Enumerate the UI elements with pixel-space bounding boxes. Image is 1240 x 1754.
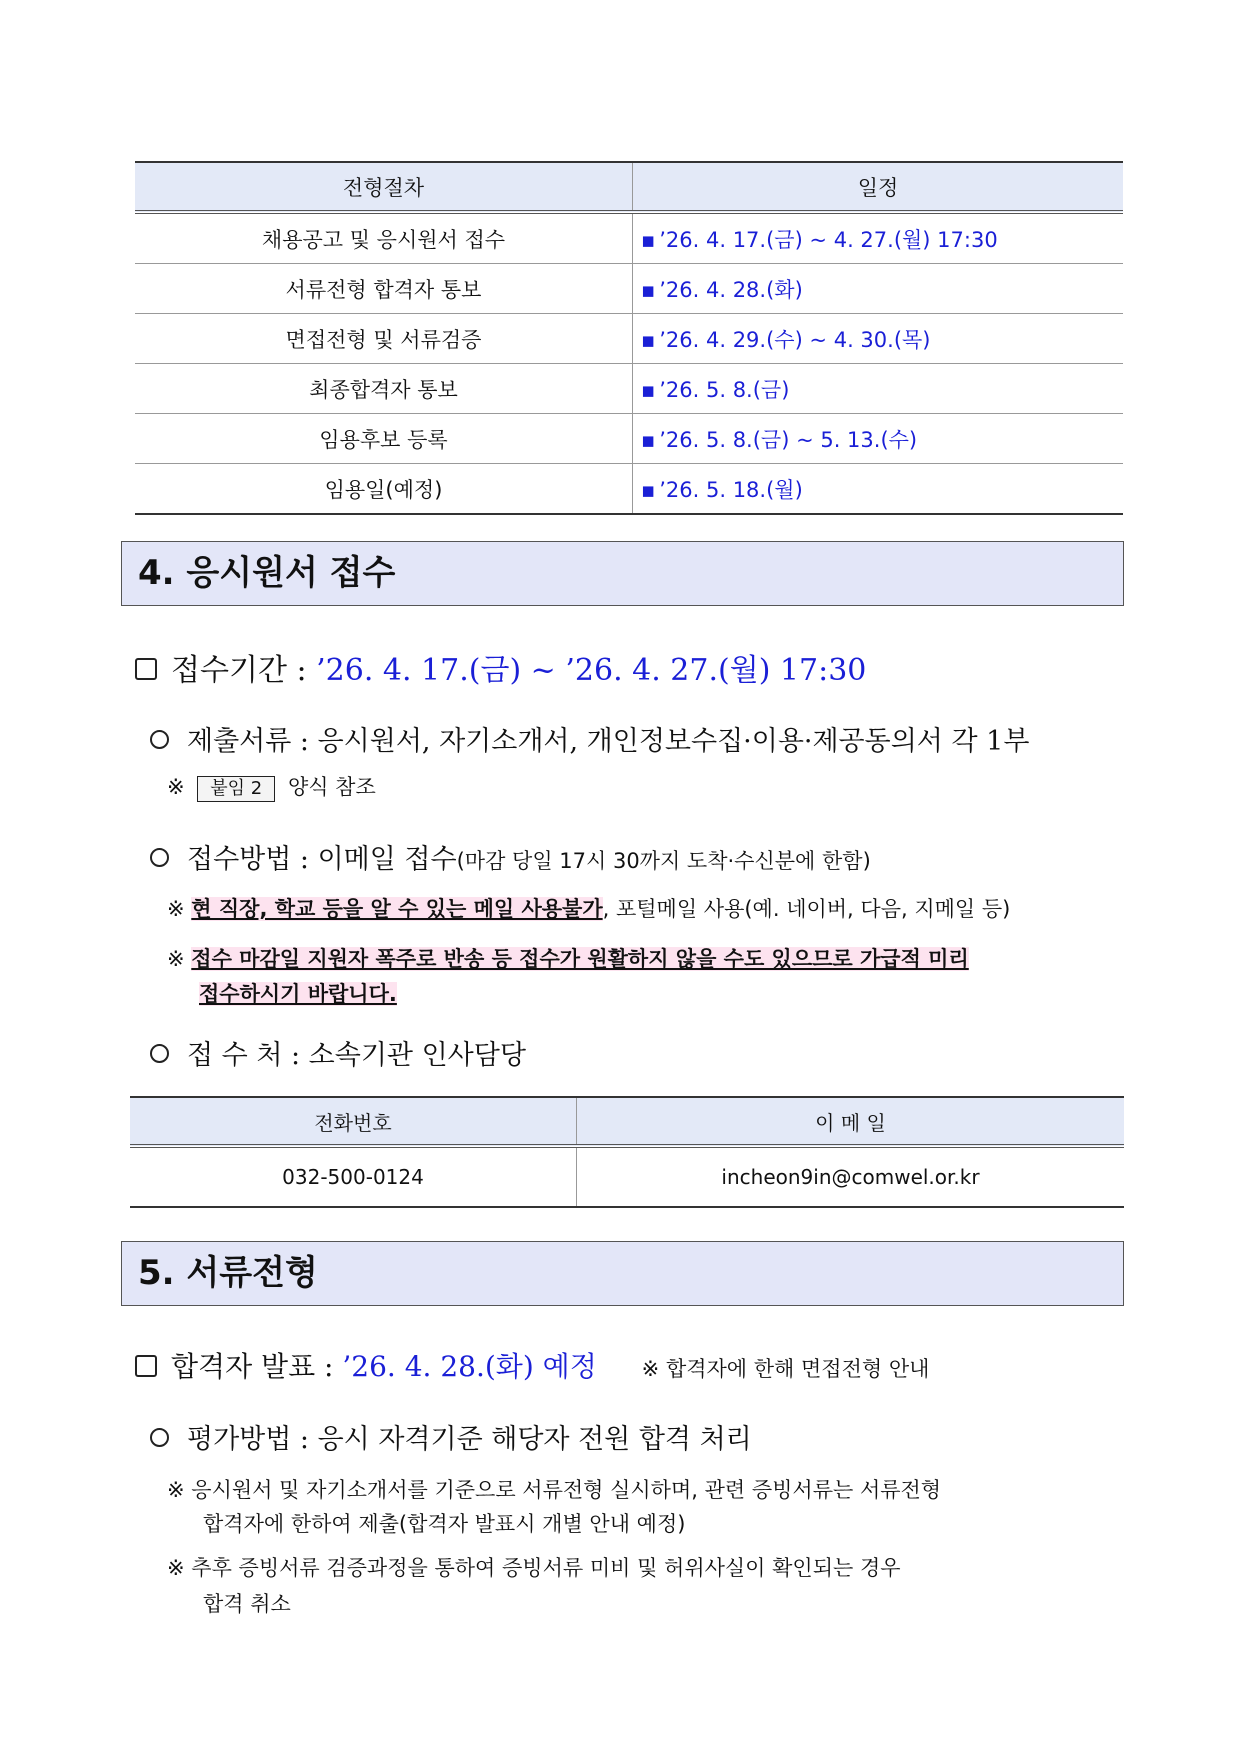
schedule-date: ’26. 4. 28.(화) — [659, 277, 803, 302]
schedule-date-cell — [633, 364, 1124, 414]
schedule-date-cell — [633, 414, 1124, 464]
reference-mark-icon: ※ — [167, 775, 185, 799]
schedule-header-step: 전형절차 — [135, 162, 633, 212]
contact-header-row — [130, 1097, 1124, 1146]
bullet-icon: ▪ — [641, 277, 656, 302]
schedule-step: 임용후보 등록 — [135, 414, 633, 464]
schedule-step: 임용일(예정) — [135, 464, 633, 515]
bullet-icon: ▪ — [641, 377, 656, 402]
contact-header-email: 이 메 일 — [577, 1097, 1125, 1146]
application-period — [135, 645, 866, 689]
eval-note-2 — [167, 1552, 901, 1582]
schedule-step: 서류전형 합격자 통보 — [135, 264, 633, 314]
table-row — [135, 414, 1123, 464]
eval-note-2-line1: 추후 증빙서류 검증과정을 통하여 증빙서류 미비 및 허위사실이 확인되는 경우 — [191, 1556, 901, 1580]
reference-mark-icon: ※ — [167, 947, 185, 971]
circle-bullet-icon — [150, 848, 169, 867]
email-note-2-cont — [199, 978, 397, 1008]
required-docs-text: 제출서류 : 응시원서, 자기소개서, 개인정보수집·이용·제공동의서 각 1부 — [187, 726, 1030, 757]
schedule-date: ’26. 4. 17.(금) ~ 4. 27.(월) 17:30 — [659, 227, 998, 252]
application-period-value: ’26. 4. 17.(금) ~ ’26. 4. 27.(월) 17:30 — [316, 653, 867, 688]
table-row — [135, 464, 1123, 515]
contact-phone: 032-500-0124 — [130, 1146, 577, 1207]
result-announcement-value: ’26. 4. 28.(화) 예정 — [342, 1350, 597, 1383]
schedule-step: 면접전형 및 서류검증 — [135, 314, 633, 364]
application-method — [150, 837, 871, 876]
table-row — [135, 212, 1123, 264]
eval-note-1-cont: 합격자에 한하여 제출(합격자 발표시 개별 안내 예정) — [203, 1512, 686, 1536]
application-method-text: 접수방법 : 이메일 접수 — [187, 844, 457, 875]
reference-mark-icon: ※ — [167, 1556, 185, 1580]
email-note-2-line1: 접수 마감일 지원자 폭주로 반송 등 접수가 원활하지 않을 수도 있으므로 가급적 미리 — [191, 947, 969, 971]
schedule-date: ’26. 5. 8.(금) — [659, 377, 790, 402]
bullet-icon: ▪ — [641, 327, 656, 352]
circle-bullet-icon — [150, 1428, 169, 1447]
result-announcement — [135, 1345, 929, 1385]
circle-bullet-icon — [150, 1044, 169, 1063]
checkbox-square-icon — [135, 658, 157, 680]
schedule-step: 최종합격자 통보 — [135, 364, 633, 414]
evaluation-method — [150, 1417, 752, 1456]
evaluation-method-text: 평가방법 : 응시 자격기준 해당자 전원 합격 처리 — [187, 1424, 752, 1455]
eval-note-1 — [167, 1474, 941, 1504]
table-row — [135, 314, 1123, 364]
application-place — [150, 1033, 526, 1072]
table-row — [130, 1146, 1124, 1207]
schedule-header-row — [135, 162, 1123, 212]
reference-mark-icon: ※ — [167, 1478, 185, 1502]
email-note-1-highlight: 현 직장, 학교 등을 알 수 있는 메일 사용불가 — [191, 897, 603, 921]
checkbox-square-icon — [135, 1355, 157, 1377]
contact-email: incheon9in@comwel.or.kr — [577, 1146, 1125, 1207]
email-note-2 — [167, 943, 969, 973]
schedule-date: ’26. 4. 29.(수) ~ 4. 30.(목) — [659, 327, 931, 352]
schedule-date: ’26. 5. 18.(월) — [659, 477, 803, 502]
attachment-badge: 붙임 2 — [197, 776, 275, 802]
eval-note-1-line1: 응시원서 및 자기소개서를 기준으로 서류전형 실시하며, 관련 증빙서류는 서류전형 — [191, 1478, 942, 1502]
bullet-icon: ▪ — [641, 427, 656, 452]
attachment-suffix: 양식 참조 — [287, 775, 376, 799]
section-4-header: 4. 응시원서 접수 — [121, 541, 1124, 606]
bullet-icon: ▪ — [641, 477, 656, 502]
result-announcement-label: 합격자 발표 : — [171, 1350, 343, 1383]
schedule-date-cell — [633, 314, 1124, 364]
application-method-note: (마감 당일 17시 30까지 도착·수신분에 한함) — [456, 849, 871, 873]
schedule-date-cell — [633, 212, 1124, 264]
schedule-table — [135, 161, 1123, 515]
schedule-date: ’26. 5. 8.(금) ~ 5. 13.(수) — [659, 427, 918, 452]
result-announcement-note: ※ 합격자에 한해 면접전형 안내 — [641, 1357, 930, 1381]
application-place-text: 접 수 처 : 소속기관 인사담당 — [187, 1040, 526, 1071]
contact-header-phone: 전화번호 — [130, 1097, 577, 1146]
schedule-date-cell — [633, 464, 1124, 515]
contact-table — [130, 1096, 1124, 1208]
table-row — [135, 264, 1123, 314]
reference-mark-icon: ※ — [167, 897, 185, 921]
section-5-header: 5. 서류전형 — [121, 1241, 1124, 1306]
circle-bullet-icon — [150, 730, 169, 749]
application-period-label: 접수기간 : — [171, 653, 317, 688]
schedule-header-date: 일정 — [633, 162, 1124, 212]
table-row — [135, 364, 1123, 414]
schedule-step: 채용공고 및 응시원서 접수 — [135, 212, 633, 264]
eval-note-2-cont: 합격 취소 — [203, 1592, 291, 1616]
email-note-2-line2: 접수하시기 바랍니다. — [199, 982, 397, 1006]
email-note-1-rest: , 포털메일 사용(예. 네이버, 다음, 지메일 등) — [602, 897, 1011, 921]
bullet-icon: ▪ — [641, 227, 656, 252]
attachment-reference — [167, 771, 376, 802]
email-note-1 — [167, 893, 1010, 923]
schedule-date-cell — [633, 264, 1124, 314]
required-docs — [150, 719, 1029, 758]
